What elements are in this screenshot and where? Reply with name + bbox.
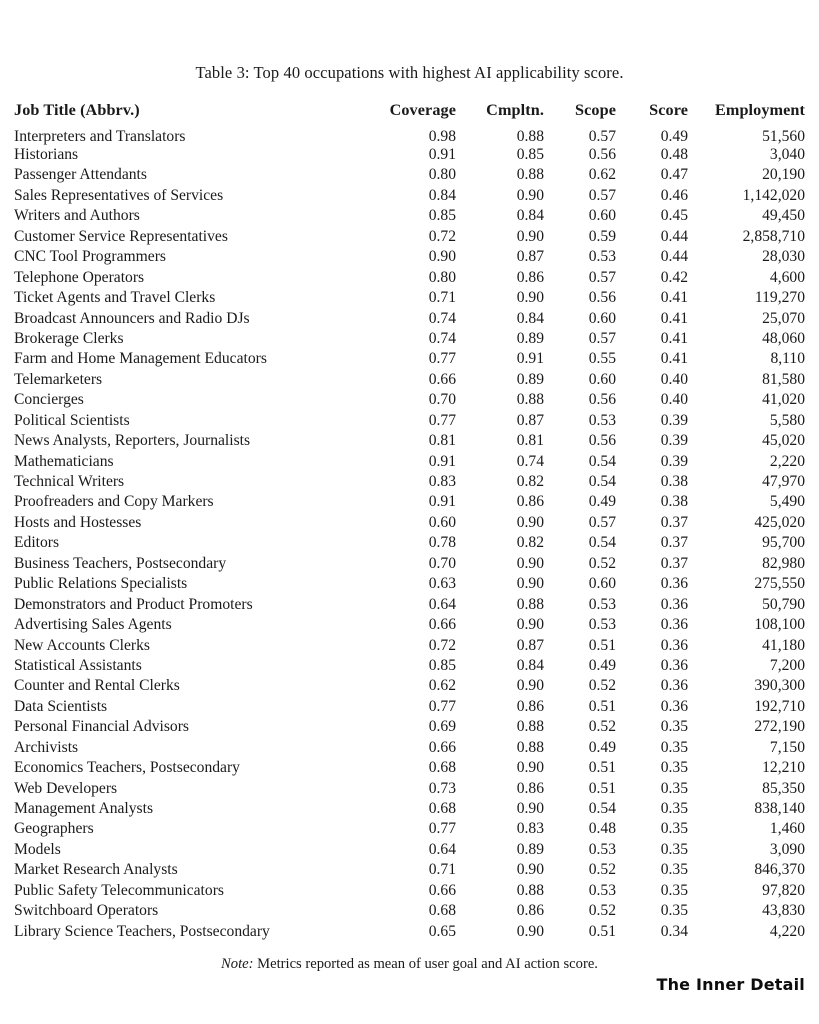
table-row <box>14 780 805 800</box>
cell-employment: 2,858,710 <box>742 227 805 245</box>
cell-employment: 5,490 <box>769 493 805 511</box>
table-row <box>14 166 805 186</box>
cell-employment: 95,700 <box>762 534 805 552</box>
cell-coverage: 0.65 <box>428 922 456 940</box>
cell-job-title: Archivists <box>14 738 79 756</box>
cell-completion: 0.82 <box>516 473 544 490</box>
cell-coverage: 0.98 <box>428 128 456 145</box>
cell-employment: 1,142,020 <box>742 186 805 204</box>
cell-job-title: Models <box>14 840 61 858</box>
cell-completion: 0.81 <box>516 432 544 450</box>
table-body <box>14 121 805 947</box>
cell-completion: 0.89 <box>516 370 544 388</box>
cell-score: 0.46 <box>660 186 688 204</box>
cell-scope: 0.54 <box>588 452 616 470</box>
cell-score: 0.36 <box>660 677 688 695</box>
cell-coverage: 0.74 <box>428 309 456 327</box>
cell-employment: 846,370 <box>754 861 805 879</box>
cell-scope: 0.56 <box>588 391 616 409</box>
table-row <box>14 596 805 616</box>
note-label: Note: <box>221 956 254 972</box>
cell-employment: 119,270 <box>754 289 805 307</box>
cell-coverage: 0.60 <box>428 513 456 531</box>
cell-job-title: Statistical Assistants <box>14 656 142 674</box>
cell-coverage: 0.70 <box>428 391 456 409</box>
cell-scope: 0.49 <box>588 738 616 756</box>
cell-employment: 47,970 <box>762 473 805 490</box>
cell-employment: 50,790 <box>762 595 805 613</box>
cell-scope: 0.57 <box>588 513 616 531</box>
cell-completion: 0.90 <box>516 575 544 593</box>
cell-coverage: 0.85 <box>428 656 456 674</box>
cell-employment: 82,980 <box>762 554 805 572</box>
table-row <box>14 534 805 554</box>
cell-scope: 0.55 <box>588 350 616 368</box>
cell-completion: 0.89 <box>516 329 544 347</box>
cell-score: 0.42 <box>660 268 688 286</box>
column-header-completion: Cmpltn. <box>486 101 544 119</box>
cell-job-title: Library Science Teachers, Postsecondary <box>14 922 270 940</box>
cell-scope: 0.60 <box>588 309 616 327</box>
cell-job-title: CNC Tool Programmers <box>14 248 166 266</box>
cell-coverage: 0.73 <box>428 779 456 797</box>
cell-score: 0.36 <box>660 595 688 613</box>
cell-score: 0.48 <box>660 146 688 163</box>
table-row <box>14 350 805 370</box>
cell-completion: 0.84 <box>516 309 544 327</box>
cell-employment: 3,040 <box>769 146 805 163</box>
cell-completion: 0.90 <box>516 616 544 634</box>
cell-scope: 0.57 <box>588 329 616 347</box>
table-row <box>14 739 805 759</box>
cell-job-title: Telephone Operators <box>14 268 145 286</box>
cell-score: 0.44 <box>660 248 688 266</box>
cell-scope: 0.52 <box>588 554 616 572</box>
table-row <box>14 473 805 493</box>
cell-completion: 0.84 <box>516 656 544 674</box>
cell-completion: 0.87 <box>516 248 544 266</box>
cell-job-title: Economics Teachers, Postsecondary <box>14 759 240 777</box>
cell-coverage: 0.66 <box>428 616 456 634</box>
cell-completion: 0.88 <box>516 881 544 899</box>
cell-score: 0.38 <box>660 493 688 511</box>
cell-score: 0.37 <box>660 513 688 531</box>
table-row <box>14 698 805 718</box>
cell-employment: 272,190 <box>754 718 805 736</box>
cell-scope: 0.59 <box>588 227 616 245</box>
table-row <box>14 310 805 330</box>
cell-completion: 0.86 <box>516 902 544 920</box>
cell-scope: 0.57 <box>588 268 616 286</box>
cell-coverage: 0.66 <box>428 881 456 899</box>
cell-job-title: Market Research Analysts <box>14 861 178 879</box>
cell-coverage: 0.71 <box>428 861 456 879</box>
cell-job-title: Proofreaders and Copy Markers <box>14 493 214 511</box>
column-header-employment: Employment <box>714 101 805 119</box>
watermark: The Inner Detail <box>656 975 805 994</box>
cell-score: 0.35 <box>660 881 688 899</box>
cell-completion: 0.90 <box>516 861 544 879</box>
cell-completion: 0.88 <box>516 128 544 145</box>
cell-score: 0.37 <box>660 554 688 572</box>
cell-employment: 4,600 <box>769 268 805 286</box>
cell-scope: 0.48 <box>588 820 616 838</box>
table-row <box>14 207 805 227</box>
table-caption: Table 3: Top 40 occupations with highest AI applicability score. <box>195 63 624 82</box>
cell-completion: 0.86 <box>516 697 544 715</box>
cell-job-title: Editors <box>14 534 60 552</box>
cell-completion: 0.90 <box>516 922 544 940</box>
table-row <box>14 718 805 738</box>
cell-coverage: 0.77 <box>428 411 456 429</box>
table-row <box>14 841 805 861</box>
cell-job-title: Political Scientists <box>14 411 130 429</box>
cell-completion: 0.90 <box>516 227 544 245</box>
table-container <box>14 99 805 949</box>
cell-job-title: Demonstrators and Product Promoters <box>14 595 253 613</box>
table-row <box>14 861 805 881</box>
cell-coverage: 0.68 <box>428 759 456 777</box>
cell-score: 0.39 <box>660 432 688 450</box>
cell-coverage: 0.68 <box>428 902 456 920</box>
cell-score: 0.36 <box>660 656 688 674</box>
cell-completion: 0.83 <box>516 820 544 838</box>
cell-coverage: 0.71 <box>428 289 456 307</box>
cell-employment: 20,190 <box>762 166 805 184</box>
cell-coverage: 0.80 <box>428 268 456 286</box>
cell-coverage: 0.77 <box>428 350 456 368</box>
cell-scope: 0.54 <box>588 473 616 490</box>
cell-score: 0.35 <box>660 840 688 858</box>
cell-completion: 0.88 <box>516 718 544 736</box>
cell-completion: 0.86 <box>516 268 544 286</box>
cell-scope: 0.56 <box>588 146 616 163</box>
cell-employment: 28,030 <box>762 248 805 266</box>
cell-job-title: Public Relations Specialists <box>14 575 188 593</box>
table-row <box>14 902 805 922</box>
cell-job-title: Hosts and Hostesses <box>14 513 142 531</box>
cell-employment: 192,710 <box>754 697 805 715</box>
cell-completion: 0.90 <box>516 677 544 695</box>
cell-coverage: 0.74 <box>428 329 456 347</box>
cell-completion: 0.74 <box>516 452 544 470</box>
cell-coverage: 0.80 <box>428 166 456 184</box>
cell-scope: 0.60 <box>588 575 616 593</box>
cell-score: 0.35 <box>660 800 688 817</box>
cell-employment: 85,350 <box>762 779 805 797</box>
cell-employment: 2,220 <box>769 452 805 470</box>
cell-coverage: 0.64 <box>428 840 456 858</box>
cell-job-title: Historians <box>14 146 79 163</box>
rule-bottom <box>14 947 805 949</box>
cell-score: 0.35 <box>660 738 688 756</box>
cell-coverage: 0.72 <box>428 636 456 654</box>
cell-job-title: New Accounts Clerks <box>14 636 150 654</box>
cell-job-title: Geographers <box>14 820 94 838</box>
cell-job-title: Brokerage Clerks <box>14 329 124 347</box>
cell-scope: 0.51 <box>588 779 616 797</box>
cell-employment: 275,550 <box>754 575 805 593</box>
cell-score: 0.34 <box>660 922 688 940</box>
cell-coverage: 0.91 <box>428 452 456 470</box>
cell-employment: 390,300 <box>754 677 805 695</box>
table-row <box>14 391 805 411</box>
cell-completion: 0.88 <box>516 391 544 409</box>
cell-score: 0.38 <box>660 473 688 490</box>
cell-employment: 48,060 <box>762 329 805 347</box>
cell-score: 0.36 <box>660 636 688 654</box>
cell-coverage: 0.77 <box>428 697 456 715</box>
table-row <box>14 575 805 595</box>
cell-employment: 41,180 <box>762 636 805 654</box>
cell-job-title: Farm and Home Management Educators <box>14 350 267 368</box>
cell-job-title: Public Safety Telecommunicators <box>14 881 224 899</box>
table-row <box>14 412 805 432</box>
cell-job-title: Web Developers <box>14 779 118 797</box>
cell-completion: 0.87 <box>516 411 544 429</box>
table-row <box>14 820 805 840</box>
cell-employment: 3,090 <box>769 840 805 858</box>
table-row <box>14 432 805 452</box>
cell-scope: 0.52 <box>588 718 616 736</box>
column-header-score: Score <box>649 101 688 119</box>
cell-scope: 0.54 <box>588 534 616 552</box>
cell-scope: 0.51 <box>588 636 616 654</box>
cell-job-title: Passenger Attendants <box>14 166 147 184</box>
occupations-table <box>14 99 805 949</box>
cell-job-title: Data Scientists <box>14 697 108 715</box>
cell-scope: 0.52 <box>588 902 616 920</box>
cell-employment: 4,220 <box>769 922 805 940</box>
cell-scope: 0.57 <box>588 186 616 204</box>
cell-job-title: Management Analysts <box>14 800 154 817</box>
cell-coverage: 0.85 <box>428 207 456 225</box>
cell-job-title: News Analysts, Reporters, Journalists <box>14 432 251 450</box>
cell-employment: 12,210 <box>762 759 805 777</box>
cell-employment: 838,140 <box>754 800 805 817</box>
cell-coverage: 0.84 <box>428 186 456 204</box>
cell-employment: 8,110 <box>770 350 805 368</box>
cell-employment: 108,100 <box>754 616 805 634</box>
cell-score: 0.47 <box>660 166 688 184</box>
cell-coverage: 0.64 <box>428 595 456 613</box>
cell-coverage: 0.77 <box>428 820 456 838</box>
cell-score: 0.35 <box>660 861 688 879</box>
cell-job-title: Customer Service Representatives <box>14 227 228 245</box>
cell-completion: 0.84 <box>516 207 544 225</box>
cell-employment: 51,560 <box>762 128 805 145</box>
cell-employment: 45,020 <box>762 432 805 450</box>
cell-completion: 0.88 <box>516 595 544 613</box>
cell-coverage: 0.91 <box>428 493 456 511</box>
cell-coverage: 0.66 <box>428 738 456 756</box>
cell-coverage: 0.83 <box>428 473 456 490</box>
table-row <box>14 289 805 309</box>
cell-score: 0.39 <box>660 452 688 470</box>
cell-employment: 49,450 <box>762 207 805 225</box>
cell-scope: 0.51 <box>588 759 616 777</box>
cell-score: 0.41 <box>660 309 688 327</box>
table-row <box>14 453 805 473</box>
cell-job-title: Advertising Sales Agents <box>14 616 172 634</box>
cell-score: 0.49 <box>660 128 688 145</box>
cell-scope: 0.52 <box>588 677 616 695</box>
cell-job-title: Writers and Authors <box>14 207 140 225</box>
cell-score: 0.35 <box>660 779 688 797</box>
cell-job-title: Sales Representatives of Services <box>14 186 224 204</box>
table-row <box>14 637 805 657</box>
cell-coverage: 0.68 <box>428 800 456 817</box>
cell-score: 0.40 <box>660 370 688 388</box>
cell-employment: 25,070 <box>762 309 805 327</box>
column-header-scope: Scope <box>575 101 616 119</box>
table-row <box>14 759 805 779</box>
cell-scope: 0.53 <box>588 595 616 613</box>
table-row <box>14 514 805 534</box>
cell-score: 0.44 <box>660 227 688 245</box>
cell-job-title: Switchboard Operators <box>14 902 159 920</box>
cell-scope: 0.53 <box>588 248 616 266</box>
cell-scope: 0.51 <box>588 922 616 940</box>
cell-score: 0.41 <box>660 329 688 347</box>
cell-job-title: Counter and Rental Clerks <box>14 677 180 695</box>
cell-completion: 0.90 <box>516 759 544 777</box>
cell-scope: 0.53 <box>588 881 616 899</box>
cell-coverage: 0.72 <box>428 227 456 245</box>
table-row <box>14 121 805 146</box>
cell-score: 0.35 <box>660 718 688 736</box>
table-row <box>14 882 805 902</box>
table-row <box>14 146 805 166</box>
cell-scope: 0.56 <box>588 432 616 450</box>
cell-job-title: Interpreters and Translators <box>14 128 186 145</box>
cell-job-title: Business Teachers, Postsecondary <box>14 554 227 572</box>
cell-completion: 0.89 <box>516 840 544 858</box>
cell-coverage: 0.62 <box>428 677 456 695</box>
cell-job-title: Ticket Agents and Travel Clerks <box>14 289 216 307</box>
cell-employment: 43,830 <box>762 902 805 920</box>
cell-score: 0.35 <box>660 759 688 777</box>
cell-score: 0.35 <box>660 902 688 920</box>
cell-job-title: Technical Writers <box>14 473 125 490</box>
table-row <box>14 677 805 697</box>
column-header-coverage: Coverage <box>389 101 456 119</box>
cell-employment: 1,460 <box>769 820 805 838</box>
cell-score: 0.37 <box>660 534 688 552</box>
cell-job-title: Concierges <box>14 391 84 409</box>
cell-coverage: 0.70 <box>428 554 456 572</box>
column-header-job-title: Job Title (Abbrv.) <box>14 101 140 119</box>
cell-completion: 0.86 <box>516 779 544 797</box>
cell-coverage: 0.78 <box>428 534 456 552</box>
cell-job-title: Telemarketers <box>14 370 103 388</box>
table-row <box>14 800 805 820</box>
cell-employment: 425,020 <box>754 513 805 531</box>
cell-score: 0.35 <box>660 820 688 838</box>
cell-completion: 0.90 <box>516 186 544 204</box>
table-row <box>14 493 805 513</box>
cell-score: 0.39 <box>660 411 688 429</box>
cell-employment: 97,820 <box>762 881 805 899</box>
cell-scope: 0.53 <box>588 840 616 858</box>
table-header-row <box>14 101 805 120</box>
cell-score: 0.45 <box>660 207 688 225</box>
cell-scope: 0.49 <box>588 493 616 511</box>
cell-completion: 0.90 <box>516 800 544 817</box>
cell-completion: 0.85 <box>516 146 544 163</box>
table-row <box>14 269 805 289</box>
cell-coverage: 0.90 <box>428 248 456 266</box>
table-row <box>14 923 805 947</box>
cell-scope: 0.57 <box>588 128 616 145</box>
cell-completion: 0.90 <box>516 289 544 307</box>
cell-scope: 0.52 <box>588 861 616 879</box>
table-row <box>14 616 805 636</box>
cell-scope: 0.56 <box>588 289 616 307</box>
table-row <box>14 187 805 207</box>
cell-coverage: 0.66 <box>428 370 456 388</box>
table-row <box>14 228 805 248</box>
cell-coverage: 0.81 <box>428 432 456 450</box>
cell-employment: 7,150 <box>769 738 805 756</box>
cell-scope: 0.49 <box>588 656 616 674</box>
cell-scope: 0.51 <box>588 697 616 715</box>
cell-employment: 5,580 <box>769 411 805 429</box>
note-text: Metrics reported as mean of user goal and AI action score. <box>257 956 598 972</box>
cell-completion: 0.88 <box>516 166 544 184</box>
cell-scope: 0.54 <box>588 800 616 817</box>
cell-scope: 0.60 <box>588 207 616 225</box>
cell-scope: 0.62 <box>588 166 616 184</box>
cell-completion: 0.82 <box>516 534 544 552</box>
table-row <box>14 330 805 350</box>
cell-completion: 0.90 <box>516 513 544 531</box>
cell-job-title: Mathematicians <box>14 452 114 470</box>
table-note <box>14 955 805 973</box>
cell-scope: 0.60 <box>588 370 616 388</box>
cell-score: 0.36 <box>660 616 688 634</box>
cell-coverage: 0.69 <box>428 718 456 736</box>
table-row <box>14 555 805 575</box>
cell-completion: 0.91 <box>516 350 544 368</box>
cell-completion: 0.90 <box>516 554 544 572</box>
cell-score: 0.36 <box>660 697 688 715</box>
table-head <box>14 99 805 121</box>
table-row <box>14 657 805 677</box>
cell-job-title: Personal Financial Advisors <box>14 718 189 736</box>
table-row <box>14 371 805 391</box>
cell-score: 0.41 <box>660 350 688 368</box>
cell-employment: 41,020 <box>762 391 805 409</box>
cell-coverage: 0.91 <box>428 146 456 163</box>
table-foot <box>14 947 805 949</box>
cell-completion: 0.86 <box>516 493 544 511</box>
cell-employment: 7,200 <box>769 656 805 674</box>
cell-coverage: 0.63 <box>428 575 456 593</box>
cell-scope: 0.53 <box>588 616 616 634</box>
cell-score: 0.41 <box>660 289 688 307</box>
cell-completion: 0.87 <box>516 636 544 654</box>
cell-completion: 0.88 <box>516 738 544 756</box>
cell-score: 0.36 <box>660 575 688 593</box>
table-row <box>14 248 805 268</box>
cell-score: 0.40 <box>660 391 688 409</box>
cell-employment: 81,580 <box>762 370 805 388</box>
cell-scope: 0.53 <box>588 411 616 429</box>
cell-job-title: Broadcast Announcers and Radio DJs <box>14 309 250 327</box>
